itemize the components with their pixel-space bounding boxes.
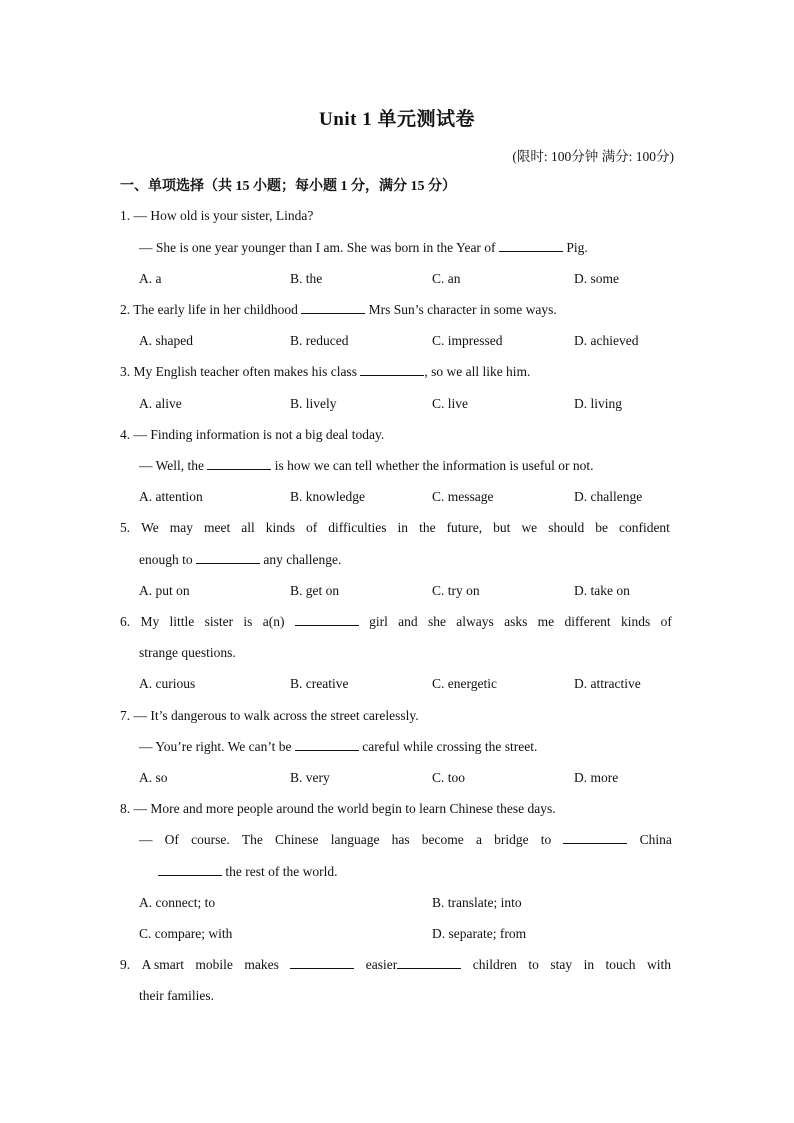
question-1-line2 <box>139 240 588 256</box>
option-a: A. shaped <box>139 333 193 348</box>
option-d: D. more <box>574 770 619 785</box>
word: easier <box>365 957 398 972</box>
text: 3. My English teacher often makes his class <box>120 364 361 379</box>
option-c: C. too <box>432 770 466 785</box>
word: Chinese <box>275 832 319 847</box>
word: a <box>475 832 482 847</box>
word: China <box>639 832 672 847</box>
option-a: A. curious <box>139 676 196 691</box>
time-score-note: (限时: 100分钟 满分: 100分) <box>512 149 674 164</box>
answer-blank[interactable] <box>563 832 627 844</box>
word: — <box>139 832 153 847</box>
word: be <box>595 520 608 535</box>
option-c: C. energetic <box>432 676 497 691</box>
word: different <box>564 614 611 629</box>
text: , so we all like him. <box>424 364 531 379</box>
answer-blank[interactable] <box>158 864 222 876</box>
word: 9. <box>120 957 131 972</box>
option-d: D. achieved <box>574 333 639 348</box>
word: of <box>660 614 672 629</box>
page-title: Unit 1 单元测试卷 <box>319 109 475 130</box>
option-a: A. alive <box>139 396 182 411</box>
text: — You’re right. We can’t be <box>139 739 295 754</box>
option-b: B. get on <box>290 583 340 598</box>
option-d: D. take on <box>574 583 630 598</box>
word: course. <box>191 832 230 847</box>
question-3-stem <box>120 364 530 380</box>
text: 2. The early life in her childhood <box>120 302 302 317</box>
word: should <box>548 520 585 535</box>
answer-blank[interactable] <box>499 240 563 252</box>
option-b: B. very <box>290 770 330 785</box>
word: difficulties <box>328 520 387 535</box>
word: children <box>472 957 517 972</box>
word: 6. <box>120 614 131 629</box>
word-with-blank <box>366 957 461 973</box>
word: is <box>243 614 253 629</box>
answer-blank[interactable] <box>290 957 354 969</box>
option-c: C. compare; with <box>139 926 233 941</box>
word: but <box>493 520 511 535</box>
option-c: C. impressed <box>432 333 503 348</box>
word: makes <box>244 957 279 972</box>
option-b: B. knowledge <box>290 489 365 504</box>
question-1-stem: 1. — How old is your sister, Linda? <box>120 208 314 223</box>
word: touch <box>605 957 636 972</box>
word: always <box>456 614 494 629</box>
answer-blank[interactable] <box>196 552 260 564</box>
section-heading: 一、单项选择（共 15 小题；每小题 1 分，满分 15 分） <box>120 179 456 194</box>
option-b: B. creative <box>290 676 349 691</box>
word: and <box>398 614 418 629</box>
answer-blank[interactable] <box>295 614 359 626</box>
text: enough to <box>139 552 196 567</box>
word: may <box>169 520 194 535</box>
word: girl <box>369 614 388 629</box>
answer-blank[interactable] <box>301 302 365 314</box>
word: in <box>397 520 409 535</box>
option-c: C. an <box>432 271 461 286</box>
text: any challenge. <box>260 552 342 567</box>
option-a: A. a <box>139 271 162 286</box>
question-2-stem <box>120 302 557 318</box>
option-d: D. challenge <box>574 489 643 504</box>
word: The <box>241 832 263 847</box>
question-8-line3 <box>158 864 337 880</box>
option-d: D. living <box>574 396 623 411</box>
answer-blank[interactable] <box>207 458 271 470</box>
answer-blank[interactable] <box>397 957 461 969</box>
question-5-line2 <box>139 552 341 568</box>
word: future, <box>446 520 483 535</box>
word: We <box>141 520 159 535</box>
word: to <box>528 957 539 972</box>
word: of <box>306 520 318 535</box>
word: meet <box>204 520 231 535</box>
text: the rest of the world. <box>222 864 338 879</box>
word: mobile <box>195 957 233 972</box>
word: has <box>391 832 410 847</box>
option-b: B. translate; into <box>432 895 522 910</box>
answer-blank[interactable] <box>295 739 359 751</box>
option-a: A. so <box>139 770 168 785</box>
answer-blank[interactable] <box>360 364 424 376</box>
question-9-stem <box>120 957 671 973</box>
question-7-line2 <box>139 739 537 755</box>
text: Pig. <box>562 240 588 255</box>
option-a: A. put on <box>139 583 190 598</box>
question-8-stem: 8. — More and more people around the world begin to learn Chinese these days. <box>120 801 556 816</box>
word: language <box>330 832 380 847</box>
word: stay <box>550 957 573 972</box>
word: to <box>540 832 552 847</box>
question-6-stem <box>120 614 672 630</box>
word: kinds <box>265 520 296 535</box>
text: — She is one year younger than I am. She was born in the Year of <box>139 240 499 255</box>
option-c: C. try on <box>432 583 480 598</box>
option-d: D. attractive <box>574 676 641 691</box>
word: me <box>537 614 555 629</box>
text: careful while crossing the street. <box>358 739 538 754</box>
word: we <box>521 520 538 535</box>
option-b: B. the <box>290 271 323 286</box>
question-4-line2 <box>139 458 593 474</box>
question-7-stem: 7. — It’s dangerous to walk across the street carelessly. <box>120 708 419 723</box>
option-a: A. attention <box>139 489 203 504</box>
word: sister <box>204 614 234 629</box>
option-d: D. separate; from <box>432 926 527 941</box>
word: little <box>169 614 195 629</box>
word: A smart <box>141 957 184 972</box>
option-b: B. reduced <box>290 333 349 348</box>
word: all <box>241 520 255 535</box>
option-a: A. connect; to <box>139 895 216 910</box>
option-c: C. message <box>432 489 494 504</box>
question-6-line2: strange questions. <box>139 645 236 660</box>
text: Mrs Sun’s character in some ways. <box>365 302 557 317</box>
word: the <box>419 520 436 535</box>
word: a(n) <box>262 614 285 629</box>
text: is how we can tell whether the information is useful or not. <box>271 458 594 473</box>
word: Of <box>164 832 179 847</box>
word: My <box>140 614 160 629</box>
text: — Well, the <box>139 458 208 473</box>
word: she <box>427 614 446 629</box>
word: kinds <box>621 614 651 629</box>
question-5-stem <box>120 520 670 536</box>
question-4-stem: 4. — Finding information is not a big deal today. <box>120 427 385 442</box>
question-9-line2: their families. <box>139 988 214 1003</box>
word: confident <box>618 520 670 535</box>
word: 5. <box>120 520 131 535</box>
word: in <box>583 957 595 972</box>
word: with <box>646 957 671 972</box>
word: become <box>421 832 464 847</box>
option-d: D. some <box>574 271 619 286</box>
question-8-line2 <box>139 832 672 848</box>
option-b: B. lively <box>290 396 337 411</box>
word: asks <box>504 614 528 629</box>
option-c: C. live <box>432 396 468 411</box>
word: bridge <box>494 832 529 847</box>
